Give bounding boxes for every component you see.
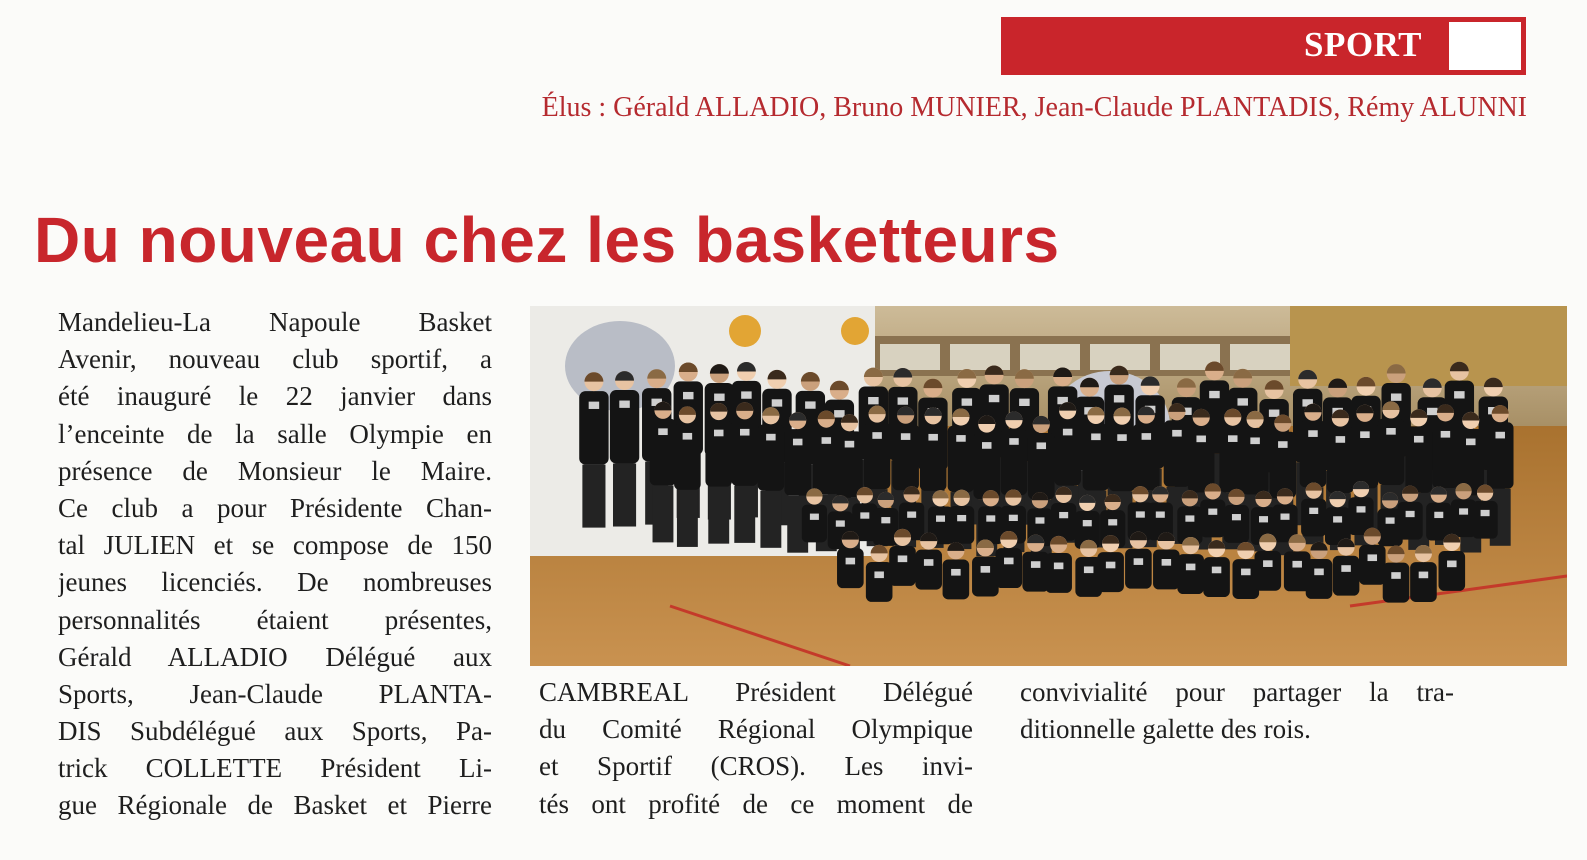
gym-corner-wall	[1290, 306, 1567, 386]
article-column-3	[1020, 674, 1454, 748]
text-line: Ce club a pour Présidente Chan-	[58, 492, 492, 523]
article-column-2	[539, 674, 973, 823]
club-logo-graphic	[729, 315, 761, 347]
elus-line: Élus : Gérald ALLADIO, Bruno MUNIER, Jean-Claude PLANTADIS, Rémy ALUNNI	[541, 92, 1527, 123]
text-line: DIS Subdélégué aux Sports, Pa-	[58, 716, 492, 747]
person	[731, 402, 758, 543]
text-line: tal JULIEN et se compose de 150	[58, 530, 492, 561]
section-banner-box	[1449, 22, 1521, 70]
text-line: convivialité pour partager la tra-	[1020, 677, 1454, 707]
text-line: CAMBREAL Président Délégué	[539, 677, 973, 707]
section-banner	[1001, 17, 1526, 75]
person	[579, 372, 608, 527]
text-line: Mandelieu-La Napoule Basket	[58, 307, 492, 337]
article-column-1	[58, 304, 492, 825]
article-headline: Du nouveau chez les basketteurs	[34, 204, 1060, 276]
text-line: personnalités étaient présentes,	[58, 604, 492, 635]
club-logo-graphic	[841, 317, 869, 345]
text-line: du Comité Régional Olympique	[539, 714, 973, 745]
section-label: SPORT	[1304, 25, 1422, 64]
text-line: Avenir, nouveau club sportif, a	[58, 344, 492, 375]
person	[610, 371, 639, 526]
group-photo-illustration	[530, 306, 1567, 666]
text-line: gue Régionale de Basket et Pierre	[58, 790, 492, 821]
text-line: ditionnelle galette des rois.	[1020, 714, 1311, 745]
person	[650, 402, 677, 543]
person	[705, 403, 732, 544]
text-line: tés ont profité de ce moment de	[539, 788, 973, 819]
text-line: et Sportif (CROS). Les invi-	[539, 751, 973, 782]
group-photo	[530, 306, 1567, 666]
text-line: Sports, Jean-Claude PLANTA-	[58, 678, 492, 709]
text-line: jeunes licenciés. De nombreuses	[58, 567, 492, 598]
text-line: Gérald ALLADIO Délégué aux	[58, 641, 492, 672]
text-line: trick COLLETTE Président Li-	[58, 753, 492, 784]
person	[758, 407, 785, 548]
text-line: été inauguré le 22 janvier dans	[58, 381, 492, 412]
text-line: présence de Monsieur le Maire.	[58, 455, 492, 486]
text-line: l’enceinte de la salle Olympie en	[58, 418, 492, 449]
person	[674, 406, 701, 547]
